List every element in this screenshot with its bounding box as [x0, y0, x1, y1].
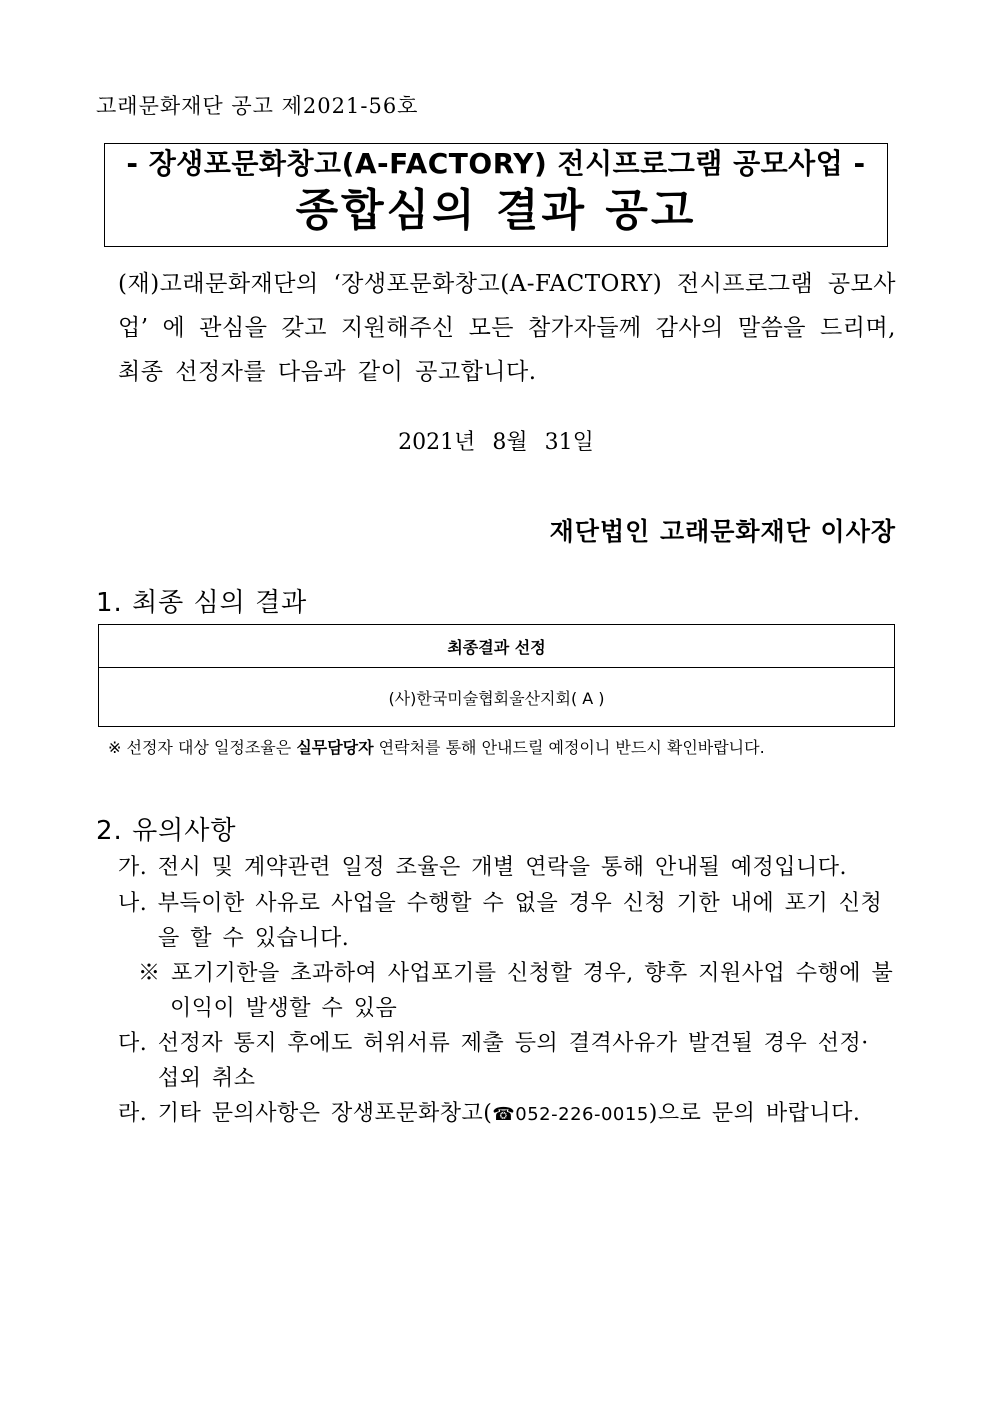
result-table: [98, 624, 895, 727]
notice-item-ra-suffix: )으로 문의 바랍니다.: [648, 1101, 861, 1126]
notice-item-ga: 가. 전시 및 계약관련 일정 조율은 개별 연락을 통해 안내될 예정입니다.: [118, 855, 847, 880]
table-note-suffix: 연락처를 통해 안내드릴 예정이니 반드시 확인바랍니다.: [373, 738, 765, 757]
notice-item-na-note-line1: ※ 포기기한을 초과하여 사업포기를 신청할 경우, 향후 지원사업 수행에 불: [138, 961, 894, 986]
notice-item-na-note-line2: 이익이 발생할 수 있음: [170, 996, 398, 1021]
notice-item-ra: [118, 1096, 860, 1132]
section2-heading: 2. 유의사항: [96, 816, 237, 846]
table-header-cell: 최종결과 선정: [99, 625, 895, 668]
notice-item-da-line1: 다. 선정자 통지 후에도 허위서류 제출 등의 결격사유가 발견될 경우 선정·: [118, 1031, 869, 1056]
notice-item-na-line2: 을 할 수 있습니다.: [158, 926, 350, 951]
notice-item-da-line2: 섭외 취소: [158, 1066, 256, 1091]
table-note-prefix: ※ 선정자 대상 일정조율은: [108, 738, 297, 757]
notice-number: 고래문화재단 공고 제2021-56호: [96, 94, 419, 118]
table-row: [99, 668, 895, 727]
title-subtitle: - 장생포문화창고(A-FACTORY) 전시프로그램 공모사업 -: [126, 147, 866, 180]
notice-date: 2021년 8월 31일: [398, 430, 594, 455]
table-note: [108, 735, 765, 758]
section1-heading: 1. 최종 심의 결과: [96, 588, 308, 618]
table-note-bold: 실무담당자: [296, 738, 374, 757]
phone-number: ☎052-226-0015: [492, 1104, 649, 1125]
issuer-name: 재단법인 고래문화재단 이사장: [549, 517, 896, 546]
page-title: 종합심의 결과 공고: [295, 185, 697, 236]
notice-item-ra-prefix: 라. 기타 문의사항은 장생포문화창고(: [118, 1101, 493, 1126]
table-value-cell: (사)한국미술협회울산지회( A ): [99, 668, 895, 727]
notice-item-na-line1: 나. 부득이한 사유로 사업을 수행할 수 없을 경우 신청 기한 내에 포기 신청: [118, 891, 883, 916]
title-box: [104, 143, 888, 247]
intro-paragraph: (재)고래문화재단의 ‘장생포문화창고(A-FACTORY) 전시프로그램 공모사업’ 에 관심을 갖고 지원해주신 모든 참가자들께 감사의 말씀을 드리며, 최종 선정자를 다음과 같이 공고합니다.: [118, 271, 896, 385]
table-row: [99, 625, 895, 668]
